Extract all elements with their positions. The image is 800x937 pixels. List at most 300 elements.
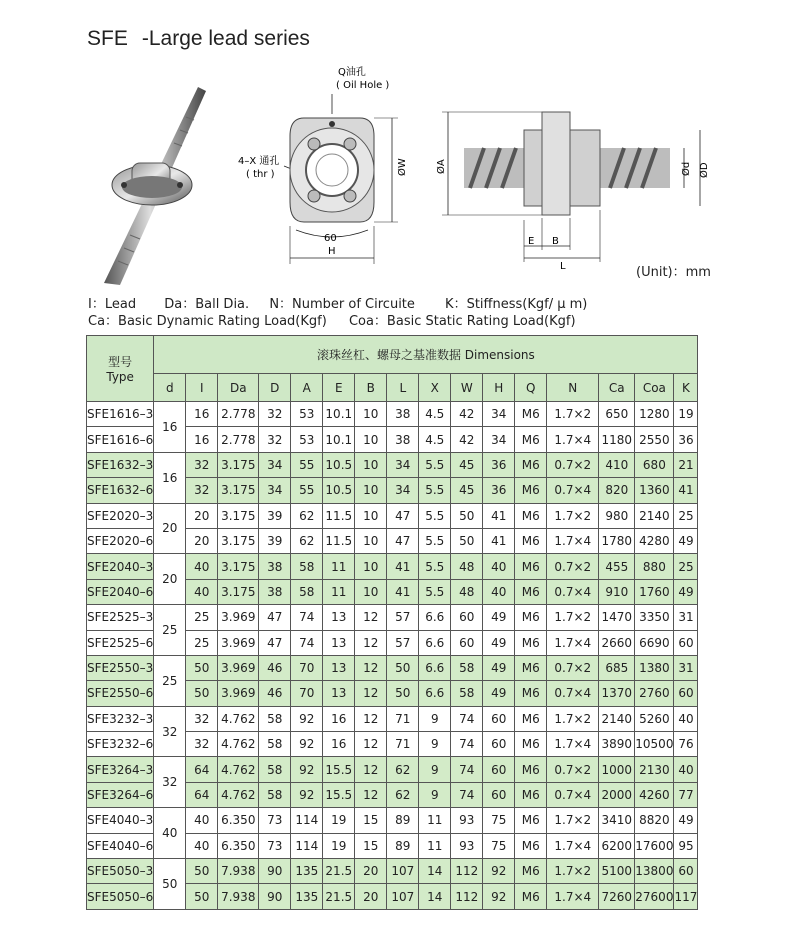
value-cell-da: 3.175 bbox=[218, 554, 259, 579]
value-cell-q: M6 bbox=[515, 503, 547, 528]
value-cell-d: 47 bbox=[259, 630, 291, 655]
value-cell-d: 38 bbox=[259, 579, 291, 604]
value-cell-q: M6 bbox=[515, 452, 547, 477]
value-cell-e: 13 bbox=[323, 630, 355, 655]
value-cell-n: 0.7×4 bbox=[547, 478, 599, 503]
dim-d-large-label: ØD bbox=[699, 162, 710, 178]
value-cell-a: 135 bbox=[291, 859, 323, 884]
value-cell-e: 10.1 bbox=[323, 402, 355, 427]
title-series-name: -Large lead series bbox=[141, 27, 310, 50]
value-cell-ca: 1180 bbox=[599, 427, 635, 452]
value-cell-q: M6 bbox=[515, 630, 547, 655]
value-cell-coa: 2140 bbox=[635, 503, 674, 528]
value-cell-a: 135 bbox=[291, 884, 323, 909]
value-cell-h: 36 bbox=[483, 452, 515, 477]
value-cell-i: 16 bbox=[186, 427, 218, 452]
value-cell-e: 19 bbox=[323, 833, 355, 858]
value-cell-h: 49 bbox=[483, 655, 515, 680]
value-cell-l: 62 bbox=[387, 782, 419, 807]
value-cell-l: 47 bbox=[387, 503, 419, 528]
oil-hole-en-label: ( Oil Hole ) bbox=[336, 80, 390, 91]
value-cell-coa: 1760 bbox=[635, 579, 674, 604]
value-cell-i: 32 bbox=[186, 732, 218, 757]
thr-label: 4–X 通孔 bbox=[238, 156, 280, 167]
value-cell-n: 1.7×2 bbox=[547, 503, 599, 528]
dim-l-label: L bbox=[560, 261, 566, 272]
value-cell-da: 3.175 bbox=[218, 452, 259, 477]
value-cell-h: 34 bbox=[483, 402, 515, 427]
value-cell-b: 12 bbox=[355, 782, 387, 807]
value-cell-k: 21 bbox=[674, 452, 698, 477]
table-row bbox=[87, 655, 698, 680]
column-header-e: E bbox=[323, 374, 355, 402]
value-cell-d: 46 bbox=[259, 681, 291, 706]
value-cell-a: 92 bbox=[291, 732, 323, 757]
value-cell-coa: 1380 bbox=[635, 655, 674, 680]
value-cell-b: 12 bbox=[355, 630, 387, 655]
value-cell-i: 64 bbox=[186, 757, 218, 782]
value-cell-x: 4.5 bbox=[419, 427, 451, 452]
value-cell-i: 32 bbox=[186, 706, 218, 731]
value-cell-q: M6 bbox=[515, 554, 547, 579]
value-cell-x: 5.5 bbox=[419, 579, 451, 604]
value-cell-ca: 7260 bbox=[599, 884, 635, 909]
value-cell-h: 49 bbox=[483, 681, 515, 706]
value-cell-h: 92 bbox=[483, 859, 515, 884]
value-cell-w: 50 bbox=[451, 528, 483, 553]
value-cell-i: 25 bbox=[186, 605, 218, 630]
value-cell-w: 74 bbox=[451, 706, 483, 731]
value-cell-a: 70 bbox=[291, 681, 323, 706]
value-cell-n: 1.7×2 bbox=[547, 706, 599, 731]
value-cell-l: 38 bbox=[387, 427, 419, 452]
value-cell-b: 10 bbox=[355, 452, 387, 477]
type-cell: SFE2550–6 bbox=[87, 681, 154, 706]
value-cell-e: 16 bbox=[323, 732, 355, 757]
value-cell-x: 5.5 bbox=[419, 528, 451, 553]
value-cell-q: M6 bbox=[515, 579, 547, 604]
value-cell-w: 42 bbox=[451, 427, 483, 452]
value-cell-a: 62 bbox=[291, 528, 323, 553]
value-cell-n: 1.7×4 bbox=[547, 884, 599, 909]
value-cell-q: M6 bbox=[515, 884, 547, 909]
dim-b-label: B bbox=[552, 236, 559, 247]
type-cell: SFE3232–6 bbox=[87, 732, 154, 757]
value-cell-q: M6 bbox=[515, 681, 547, 706]
value-cell-x: 6.6 bbox=[419, 655, 451, 680]
value-cell-x: 14 bbox=[419, 884, 451, 909]
value-cell-ca: 2660 bbox=[599, 630, 635, 655]
value-cell-l: 107 bbox=[387, 859, 419, 884]
value-cell-a: 70 bbox=[291, 655, 323, 680]
value-cell-i: 32 bbox=[186, 452, 218, 477]
value-cell-b: 10 bbox=[355, 503, 387, 528]
value-cell-e: 13 bbox=[323, 655, 355, 680]
value-cell-x: 9 bbox=[419, 782, 451, 807]
value-cell-ca: 3890 bbox=[599, 732, 635, 757]
value-cell-d: 58 bbox=[259, 782, 291, 807]
type-header: 型号 Type bbox=[87, 336, 154, 402]
value-cell-da: 7.938 bbox=[218, 884, 259, 909]
dim-d-small-label: Ød bbox=[681, 161, 692, 176]
value-cell-e: 13 bbox=[323, 605, 355, 630]
value-cell-b: 20 bbox=[355, 884, 387, 909]
value-cell-h: 49 bbox=[483, 630, 515, 655]
value-cell-w: 58 bbox=[451, 655, 483, 680]
value-cell-e: 21.5 bbox=[323, 884, 355, 909]
value-cell-ca: 455 bbox=[599, 554, 635, 579]
value-cell-k: 60 bbox=[674, 681, 698, 706]
value-cell-coa: 680 bbox=[635, 452, 674, 477]
value-cell-a: 53 bbox=[291, 402, 323, 427]
legend-lead: I：Lead bbox=[88, 297, 137, 312]
value-cell-e: 15.5 bbox=[323, 782, 355, 807]
table-row bbox=[87, 452, 698, 477]
unit-label: (Unit)：mm bbox=[636, 265, 711, 280]
shaft-diameter-cell: 25 bbox=[154, 605, 186, 656]
value-cell-q: M6 bbox=[515, 833, 547, 858]
value-cell-x: 9 bbox=[419, 757, 451, 782]
value-cell-b: 10 bbox=[355, 478, 387, 503]
value-cell-i: 50 bbox=[186, 681, 218, 706]
value-cell-l: 50 bbox=[387, 681, 419, 706]
value-cell-q: M6 bbox=[515, 478, 547, 503]
value-cell-d: 47 bbox=[259, 605, 291, 630]
value-cell-coa: 17600 bbox=[635, 833, 674, 858]
dim-w-label: ØW bbox=[397, 158, 408, 176]
value-cell-d: 34 bbox=[259, 452, 291, 477]
type-cell: SFE4040–6 bbox=[87, 833, 154, 858]
value-cell-w: 112 bbox=[451, 884, 483, 909]
value-cell-h: 34 bbox=[483, 427, 515, 452]
value-cell-i: 50 bbox=[186, 884, 218, 909]
value-cell-ca: 650 bbox=[599, 402, 635, 427]
value-cell-h: 36 bbox=[483, 478, 515, 503]
value-cell-w: 93 bbox=[451, 808, 483, 833]
value-cell-x: 5.5 bbox=[419, 452, 451, 477]
value-cell-da: 4.762 bbox=[218, 732, 259, 757]
value-cell-a: 53 bbox=[291, 427, 323, 452]
value-cell-h: 41 bbox=[483, 503, 515, 528]
value-cell-da: 4.762 bbox=[218, 706, 259, 731]
value-cell-b: 12 bbox=[355, 681, 387, 706]
value-cell-ca: 5100 bbox=[599, 859, 635, 884]
value-cell-a: 74 bbox=[291, 630, 323, 655]
value-cell-coa: 4280 bbox=[635, 528, 674, 553]
value-cell-ca: 2140 bbox=[599, 706, 635, 731]
value-cell-a: 92 bbox=[291, 757, 323, 782]
value-cell-b: 10 bbox=[355, 528, 387, 553]
value-cell-l: 41 bbox=[387, 579, 419, 604]
value-cell-x: 5.5 bbox=[419, 503, 451, 528]
value-cell-i: 64 bbox=[186, 782, 218, 807]
value-cell-ca: 3410 bbox=[599, 808, 635, 833]
table-row bbox=[87, 605, 698, 630]
value-cell-e: 11 bbox=[323, 579, 355, 604]
value-cell-x: 6.6 bbox=[419, 630, 451, 655]
value-cell-w: 74 bbox=[451, 757, 483, 782]
type-cell: SFE1632–3 bbox=[87, 452, 154, 477]
value-cell-i: 32 bbox=[186, 478, 218, 503]
value-cell-x: 9 bbox=[419, 706, 451, 731]
type-cell: SFE5050–3 bbox=[87, 859, 154, 884]
value-cell-n: 1.7×4 bbox=[547, 630, 599, 655]
value-cell-coa: 8820 bbox=[635, 808, 674, 833]
value-cell-w: 74 bbox=[451, 782, 483, 807]
value-cell-k: 40 bbox=[674, 706, 698, 731]
value-cell-a: 55 bbox=[291, 452, 323, 477]
value-cell-k: 117 bbox=[674, 884, 698, 909]
value-cell-b: 10 bbox=[355, 554, 387, 579]
value-cell-d: 90 bbox=[259, 859, 291, 884]
value-cell-n: 1.7×2 bbox=[547, 808, 599, 833]
shaft-diameter-cell: 50 bbox=[154, 859, 186, 910]
value-cell-da: 3.175 bbox=[218, 579, 259, 604]
value-cell-k: 60 bbox=[674, 630, 698, 655]
side-view-drawing bbox=[430, 100, 720, 272]
value-cell-d: 58 bbox=[259, 732, 291, 757]
value-cell-w: 60 bbox=[451, 630, 483, 655]
value-cell-q: M6 bbox=[515, 706, 547, 731]
value-cell-k: 31 bbox=[674, 655, 698, 680]
thr-en-label: ( thr ) bbox=[246, 169, 275, 180]
value-cell-ca: 910 bbox=[599, 579, 635, 604]
value-cell-l: 47 bbox=[387, 528, 419, 553]
value-cell-n: 0.7×4 bbox=[547, 579, 599, 604]
value-cell-coa: 1360 bbox=[635, 478, 674, 503]
value-cell-d: 58 bbox=[259, 706, 291, 731]
column-header-b: B bbox=[355, 374, 387, 402]
column-header-w: W bbox=[451, 374, 483, 402]
value-cell-coa: 2130 bbox=[635, 757, 674, 782]
value-cell-da: 6.350 bbox=[218, 833, 259, 858]
value-cell-n: 0.7×2 bbox=[547, 655, 599, 680]
value-cell-i: 40 bbox=[186, 833, 218, 858]
value-cell-e: 16 bbox=[323, 706, 355, 731]
value-cell-n: 1.7×4 bbox=[547, 732, 599, 757]
dimensions-header: 滚珠丝杠、螺母之基准数据 Dimensions bbox=[154, 336, 698, 374]
table-row bbox=[87, 808, 698, 833]
value-cell-a: 58 bbox=[291, 579, 323, 604]
value-cell-w: 42 bbox=[451, 402, 483, 427]
value-cell-d: 46 bbox=[259, 655, 291, 680]
value-cell-b: 12 bbox=[355, 706, 387, 731]
legend-circuits: N：Number of Circuite bbox=[269, 297, 415, 312]
value-cell-da: 2.778 bbox=[218, 427, 259, 452]
value-cell-l: 89 bbox=[387, 833, 419, 858]
value-cell-d: 38 bbox=[259, 554, 291, 579]
value-cell-i: 40 bbox=[186, 808, 218, 833]
legend-static-load: Coa：Basic Static Rating Load(Kgf) bbox=[348, 314, 576, 329]
dim-a-label: ØA bbox=[436, 159, 447, 174]
type-cell: SFE2550–3 bbox=[87, 655, 154, 680]
value-cell-k: 25 bbox=[674, 554, 698, 579]
shaft-diameter-cell: 32 bbox=[154, 757, 186, 808]
value-cell-n: 0.7×2 bbox=[547, 452, 599, 477]
value-cell-q: M6 bbox=[515, 605, 547, 630]
type-cell: SFE3264–3 bbox=[87, 757, 154, 782]
value-cell-h: 60 bbox=[483, 706, 515, 731]
value-cell-b: 15 bbox=[355, 833, 387, 858]
dim-h-label: H bbox=[328, 246, 336, 257]
value-cell-da: 2.778 bbox=[218, 402, 259, 427]
value-cell-k: 36 bbox=[674, 427, 698, 452]
value-cell-n: 0.7×4 bbox=[547, 782, 599, 807]
value-cell-b: 12 bbox=[355, 655, 387, 680]
table-row bbox=[87, 859, 698, 884]
value-cell-d: 90 bbox=[259, 884, 291, 909]
value-cell-x: 6.6 bbox=[419, 681, 451, 706]
value-cell-da: 3.969 bbox=[218, 630, 259, 655]
type-cell: SFE1616–3 bbox=[87, 402, 154, 427]
value-cell-k: 25 bbox=[674, 503, 698, 528]
column-header-k: K bbox=[674, 374, 698, 402]
value-cell-h: 40 bbox=[483, 579, 515, 604]
value-cell-x: 11 bbox=[419, 833, 451, 858]
value-cell-ca: 1470 bbox=[599, 605, 635, 630]
value-cell-e: 15.5 bbox=[323, 757, 355, 782]
value-cell-h: 60 bbox=[483, 732, 515, 757]
type-cell: SFE2040–3 bbox=[87, 554, 154, 579]
value-cell-x: 5.5 bbox=[419, 478, 451, 503]
value-cell-ca: 1780 bbox=[599, 528, 635, 553]
value-cell-l: 38 bbox=[387, 402, 419, 427]
type-cell: SFE5050–6 bbox=[87, 884, 154, 909]
value-cell-q: M6 bbox=[515, 655, 547, 680]
value-cell-h: 75 bbox=[483, 808, 515, 833]
value-cell-e: 13 bbox=[323, 681, 355, 706]
column-header-da: Da bbox=[218, 374, 259, 402]
value-cell-coa: 13800 bbox=[635, 859, 674, 884]
value-cell-w: 45 bbox=[451, 452, 483, 477]
value-cell-k: 77 bbox=[674, 782, 698, 807]
value-cell-e: 11.5 bbox=[323, 528, 355, 553]
value-cell-n: 1.7×2 bbox=[547, 859, 599, 884]
legend-stiffness: K：Stiffness(Kgf/ μ m) bbox=[445, 297, 588, 312]
table-row bbox=[87, 706, 698, 731]
value-cell-d: 34 bbox=[259, 478, 291, 503]
value-cell-a: 74 bbox=[291, 605, 323, 630]
column-header-n: N bbox=[547, 374, 599, 402]
value-cell-q: M6 bbox=[515, 732, 547, 757]
value-cell-x: 11 bbox=[419, 808, 451, 833]
value-cell-h: 60 bbox=[483, 782, 515, 807]
value-cell-q: M6 bbox=[515, 528, 547, 553]
value-cell-da: 3.175 bbox=[218, 478, 259, 503]
column-header-h: H bbox=[483, 374, 515, 402]
value-cell-e: 11 bbox=[323, 554, 355, 579]
value-cell-q: M6 bbox=[515, 427, 547, 452]
value-cell-coa: 6690 bbox=[635, 630, 674, 655]
value-cell-w: 93 bbox=[451, 833, 483, 858]
value-cell-l: 89 bbox=[387, 808, 419, 833]
value-cell-d: 39 bbox=[259, 503, 291, 528]
table-row bbox=[87, 757, 698, 782]
type-cell: SFE4040–3 bbox=[87, 808, 154, 833]
value-cell-h: 40 bbox=[483, 554, 515, 579]
dim-60-label: 60 bbox=[324, 233, 337, 244]
value-cell-k: 60 bbox=[674, 859, 698, 884]
value-cell-i: 16 bbox=[186, 402, 218, 427]
shaft-diameter-cell: 40 bbox=[154, 808, 186, 859]
value-cell-coa: 880 bbox=[635, 554, 674, 579]
value-cell-w: 60 bbox=[451, 605, 483, 630]
value-cell-n: 1.7×2 bbox=[547, 402, 599, 427]
value-cell-w: 112 bbox=[451, 859, 483, 884]
type-cell: SFE2020–3 bbox=[87, 503, 154, 528]
value-cell-x: 14 bbox=[419, 859, 451, 884]
value-cell-i: 20 bbox=[186, 503, 218, 528]
column-header-x: X bbox=[419, 374, 451, 402]
column-header-i: I bbox=[186, 374, 218, 402]
value-cell-da: 3.175 bbox=[218, 503, 259, 528]
table-row bbox=[87, 503, 698, 528]
page-title bbox=[87, 27, 310, 51]
value-cell-b: 15 bbox=[355, 808, 387, 833]
value-cell-a: 62 bbox=[291, 503, 323, 528]
value-cell-n: 1.7×4 bbox=[547, 528, 599, 553]
value-cell-b: 10 bbox=[355, 402, 387, 427]
value-cell-ca: 1000 bbox=[599, 757, 635, 782]
value-cell-k: 40 bbox=[674, 757, 698, 782]
value-cell-e: 10.1 bbox=[323, 427, 355, 452]
value-cell-i: 40 bbox=[186, 554, 218, 579]
column-header-coa: Coa bbox=[635, 374, 674, 402]
value-cell-da: 3.969 bbox=[218, 605, 259, 630]
value-cell-h: 41 bbox=[483, 528, 515, 553]
value-cell-d: 73 bbox=[259, 833, 291, 858]
value-cell-q: M6 bbox=[515, 782, 547, 807]
value-cell-x: 5.5 bbox=[419, 554, 451, 579]
value-cell-d: 39 bbox=[259, 528, 291, 553]
value-cell-i: 50 bbox=[186, 859, 218, 884]
value-cell-n: 0.7×4 bbox=[547, 681, 599, 706]
ball-screw-photo bbox=[90, 85, 220, 290]
value-cell-l: 71 bbox=[387, 732, 419, 757]
value-cell-ca: 6200 bbox=[599, 833, 635, 858]
value-cell-w: 48 bbox=[451, 579, 483, 604]
value-cell-ca: 980 bbox=[599, 503, 635, 528]
value-cell-n: 1.7×4 bbox=[547, 427, 599, 452]
value-cell-q: M6 bbox=[515, 859, 547, 884]
value-cell-k: 49 bbox=[674, 579, 698, 604]
value-cell-h: 60 bbox=[483, 757, 515, 782]
value-cell-l: 41 bbox=[387, 554, 419, 579]
value-cell-k: 76 bbox=[674, 732, 698, 757]
value-cell-l: 57 bbox=[387, 630, 419, 655]
shaft-diameter-cell: 20 bbox=[154, 554, 186, 605]
legend-line-2 bbox=[88, 310, 576, 329]
value-cell-d: 58 bbox=[259, 757, 291, 782]
value-cell-q: M6 bbox=[515, 402, 547, 427]
value-cell-h: 75 bbox=[483, 833, 515, 858]
value-cell-a: 92 bbox=[291, 706, 323, 731]
value-cell-da: 3.175 bbox=[218, 528, 259, 553]
type-cell: SFE2020–6 bbox=[87, 528, 154, 553]
shaft-diameter-cell: 20 bbox=[154, 503, 186, 554]
value-cell-coa: 27600 bbox=[635, 884, 674, 909]
type-cell: SFE2525–6 bbox=[87, 630, 154, 655]
value-cell-w: 50 bbox=[451, 503, 483, 528]
value-cell-da: 7.938 bbox=[218, 859, 259, 884]
value-cell-da: 4.762 bbox=[218, 757, 259, 782]
column-header-a: A bbox=[291, 374, 323, 402]
value-cell-n: 1.7×4 bbox=[547, 833, 599, 858]
value-cell-i: 40 bbox=[186, 579, 218, 604]
value-cell-x: 4.5 bbox=[419, 402, 451, 427]
value-cell-b: 12 bbox=[355, 732, 387, 757]
value-cell-coa: 2550 bbox=[635, 427, 674, 452]
